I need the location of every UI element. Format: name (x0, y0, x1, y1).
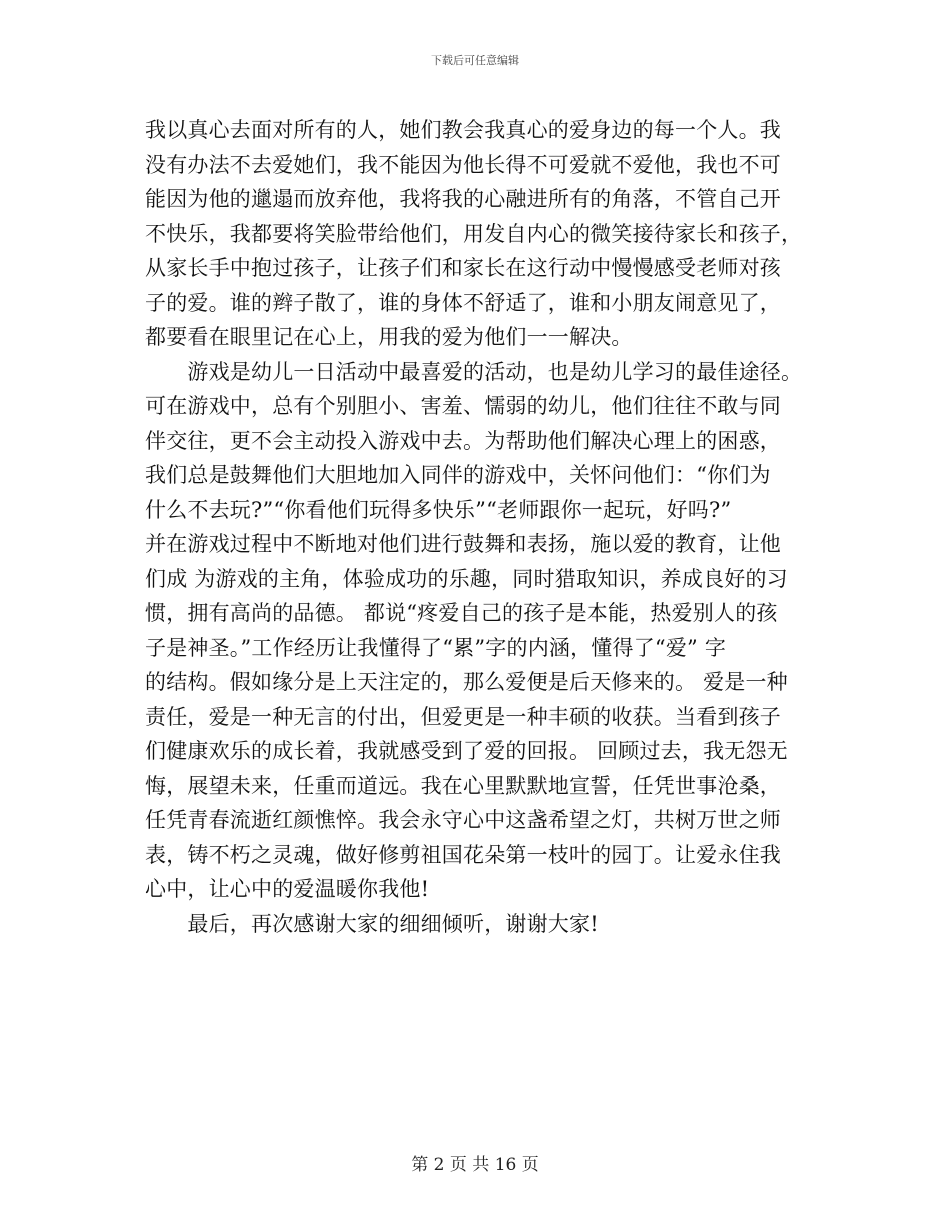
text-line: 可在游戏中，总有个别胆小、害羞、懦弱的幼儿，他们往往不敢与同 (145, 394, 781, 418)
text-line: 子是神圣。”工作经历让我懂得了“累”字的内涵，懂得了“爱” 字 (145, 635, 727, 660)
page-header: 下载后可任意编辑 (431, 54, 519, 67)
text-line: 我以真心去面对所有的人，她们教会我真心的爱身边的每一个人。我 (145, 118, 781, 142)
text-line: 什么不去玩?”“你看他们玩得多快乐”“老师跟你一起玩，好吗?” (145, 497, 732, 522)
body-text (145, 113, 815, 941)
text-line: 悔，展望未来，任重而道远。我在心里默默地宣誓，任凭世事沧桑， (145, 773, 781, 798)
text-line: 不快乐，我都要将笑脸带给他们，用发自内心的微笑接待家长和孩子， (145, 221, 803, 246)
text-line: 们健康欢乐的成长着，我就感受到了爱的回报。 回顾过去，我无怨无 (145, 739, 788, 763)
text-line: 表，铸不朽之灵魂，做好修剪祖国花朵第一枝叶的园丁。让爱永住我 (145, 842, 781, 867)
text-line: 从家长手中抱过孩子，让孩子们和家长在这行动中慢慢感受老师对孩 (145, 256, 781, 280)
text-line: 们成 为游戏的主角，体验成功的乐趣，同时猎取知识，养成良好的习 (145, 566, 788, 591)
text-line: 任凭青春流逝红颜憔悴。我会永守心中这盏希望之灯，共树万世之师 (145, 808, 781, 832)
text-line: 惯，拥有高尚的品德。 都说“疼爱自己的孩子是本能，热爱别人的孩 (145, 601, 778, 625)
text-line: 没有办法不去爱她们，我不能因为他长得不可爱就不爱他，我也不可 (145, 152, 781, 177)
page-footer: 第 2 页 共 16 页 (411, 1155, 539, 1175)
text-line: 子的爱。谁的辫子散了，谁的身体不舒适了，谁和小朋友闹意见了， (145, 290, 781, 315)
text-line: 伴交往，更不会主动投入游戏中去。为帮助他们解决心理上的困惑， (145, 428, 781, 453)
text-line: 责任，爱是一种无言的付出，但爱更是一种丰硕的收获。当看到孩子 (145, 704, 781, 729)
text-line: 并在游戏过程中不断地对他们进行鼓舞和表扬，施以爱的教育，让他 (145, 532, 781, 556)
text-line: 能因为他的邋遢而放弃他，我将我的心融进所有的角落，不管自己开 (145, 187, 781, 211)
text-line: 都要看在眼里记在心上，用我的爱为他们一一解决。 (145, 325, 633, 349)
text-line: 游戏是幼儿一日活动中最喜爱的活动，也是幼儿学习的最佳途径。 (145, 359, 803, 384)
text-line: 我们总是鼓舞他们大胆地加入同伴的游戏中，关怀问他们：“你们为 (145, 463, 771, 487)
text-line: 心中，让心中的爱温暖你我他! (145, 877, 430, 901)
text-line: 最后，再次感谢大家的细细倾听，谢谢大家! (145, 911, 599, 936)
text-line: 的结构。假如缘分是上天注定的，那么爱便是后天修来的。 爱是一种 (145, 670, 788, 694)
